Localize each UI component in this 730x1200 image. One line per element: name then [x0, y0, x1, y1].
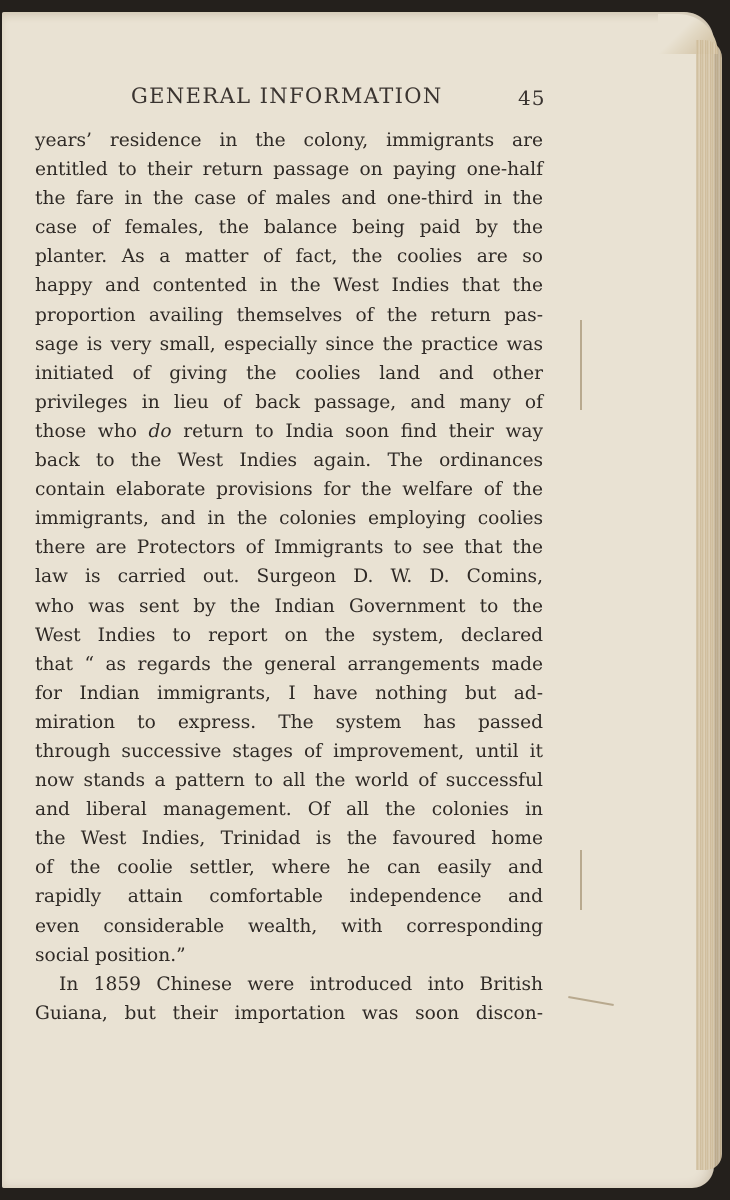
text-line: rapidly attain comfortable independence and [35, 886, 543, 908]
text-run: return to India soon find their way [171, 420, 543, 442]
text-line: miration to express. The system has passed [35, 711, 543, 733]
text-line: initiated of giving the coolies land and other [35, 362, 543, 384]
text-line: happy and contented in the West Indies that the [35, 275, 543, 297]
running-head: GENERAL INFORMATION [131, 84, 443, 108]
text-line: privileges in lieu of back passage, and many of [35, 391, 543, 413]
text-line: for Indian immigrants, I have nothing but ad- [35, 682, 543, 704]
text-line: Guiana, but their importation was soon discon- [35, 1002, 543, 1024]
page-fore-edge [696, 40, 722, 1170]
text-line: that “ as regards the general arrangements made [35, 653, 543, 675]
text-line: proportion availing themselves of the return pas- [35, 304, 543, 326]
text-line: contain elaborate provisions for the welfare of the [35, 479, 543, 501]
page-blemish [580, 850, 582, 910]
text-line: through successive stages of improvement, until it [35, 740, 543, 762]
text-line: the fare in the case of males and one-third in the [35, 188, 543, 210]
text-line: now stands a pattern to all the world of successful [35, 770, 543, 792]
text-line: law is carried out. Surgeon D. W. D. Comins, [35, 566, 543, 588]
text-line: planter. As a matter of fact, the coolies are so [35, 246, 543, 268]
text-line: sage is very small, especially since the practice was [35, 333, 543, 355]
page-header [0, 84, 730, 114]
text-line: even considerable wealth, with corresponding [35, 915, 543, 937]
text-line [35, 417, 543, 446]
text-line: immigrants, and in the colonies employing coolies [35, 508, 543, 530]
text-run: those who [35, 420, 149, 442]
page-number: 45 [518, 86, 546, 110]
text-line: years’ residence in the colony, immigrants are [35, 130, 543, 151]
text-line: of the coolie settler, where he can easily and [35, 857, 543, 879]
text-line: there are Protectors of Immigrants to see that the [35, 537, 543, 559]
text-line: In 1859 Chinese were introduced into British [59, 973, 543, 995]
text-line: who was sent by the Indian Government to the [35, 595, 543, 617]
text-line: case of females, the balance being paid by the [35, 217, 543, 239]
text-line: West Indies to report on the system, declared [35, 624, 543, 646]
text-line: social position.” [35, 944, 186, 966]
text-line: and liberal management. Of all the colonies in [35, 799, 543, 821]
body-text [35, 126, 543, 1028]
page-blemish [580, 320, 582, 410]
italic-emphasis: do [148, 420, 172, 442]
text-line: the West Indies, Trinidad is the favoured home [35, 828, 543, 850]
text-line: entitled to their return passage on paying one-half [35, 159, 543, 181]
text-line: back to the West Indies again. The ordinances [35, 450, 543, 472]
